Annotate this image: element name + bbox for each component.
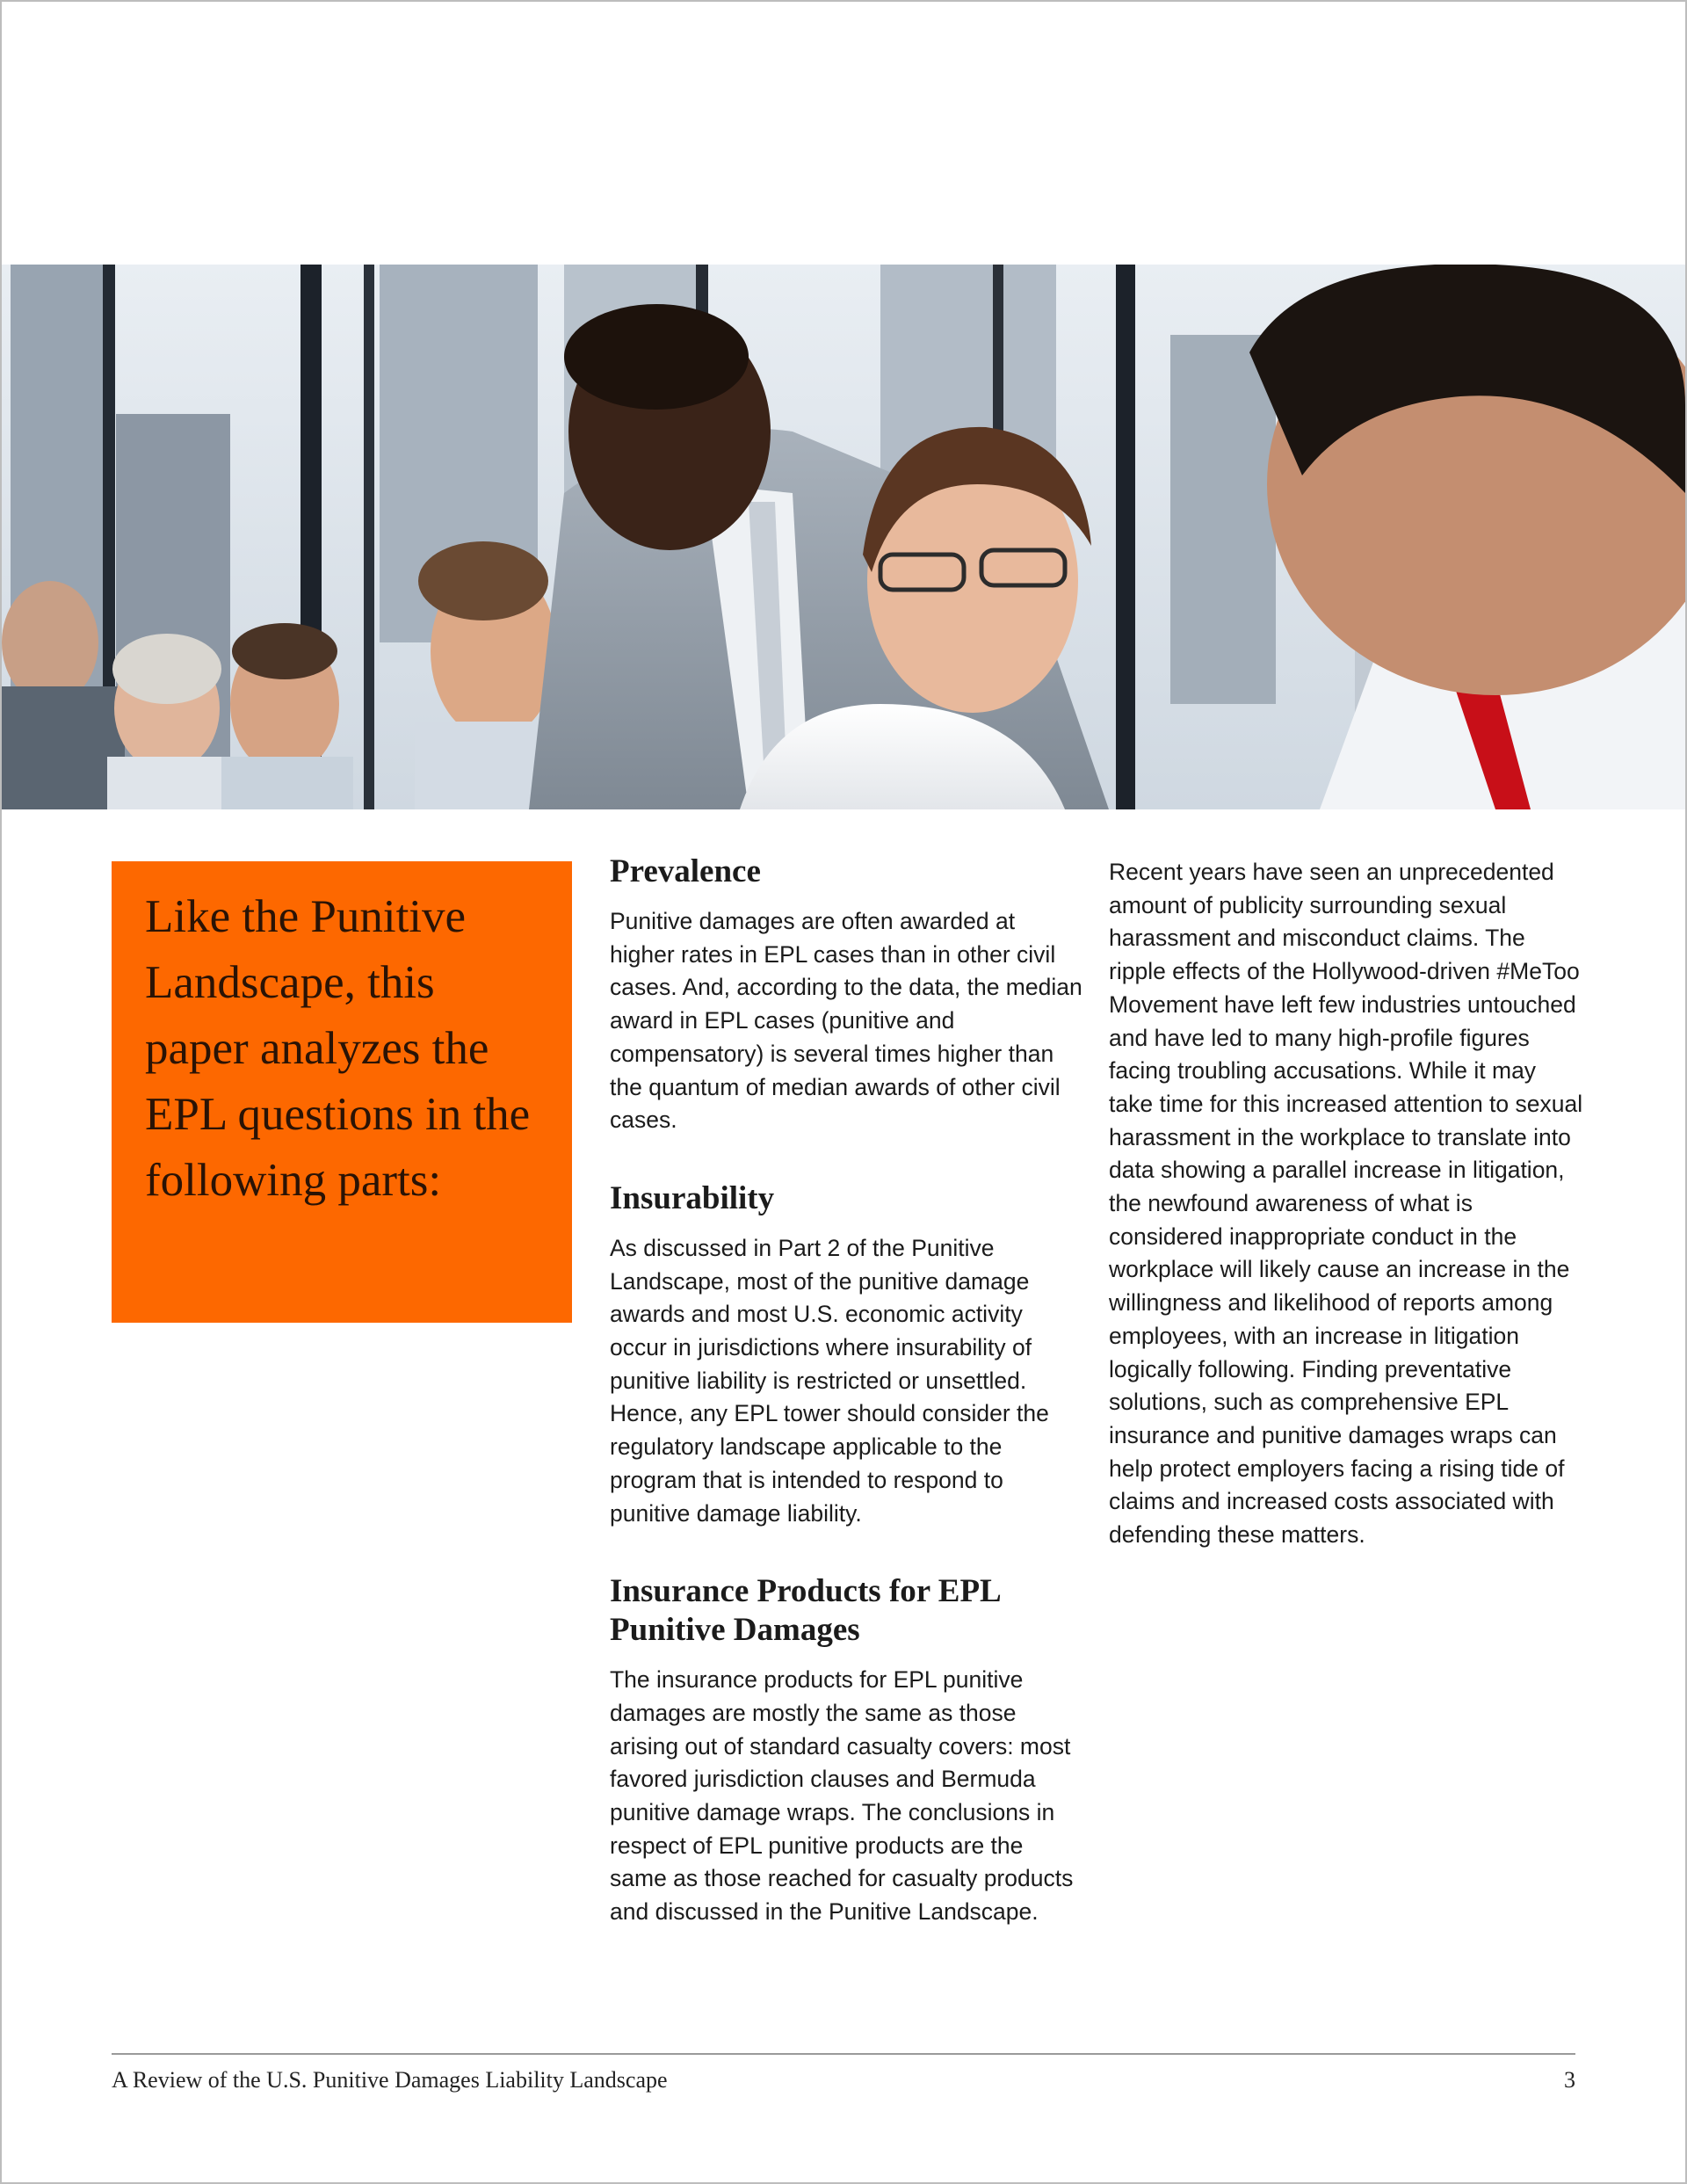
right-column <box>1109 856 1583 1552</box>
section-insurance-products <box>610 1572 1084 1929</box>
callout-box <box>112 861 572 1323</box>
section-body-insurance-products: The insurance products for EPL punitive damages are mostly the same as those arising out of standard casualty covers: most favored jurisdiction clauses and Bermuda punitive damage wraps. The conclusions in respect of EPL punitive products are the same as those reached for casualty products and discussed in the Punitive Landscape. <box>610 1666 1074 1926</box>
business-meeting-image <box>2 265 1685 809</box>
section-insurability <box>610 1179 1084 1530</box>
section-body-insurability: As discussed in Part 2 of the Punitive Landscape, most of the punitive damage awards and most U.S. economic activity occur in jurisdictions where insurability of punitive liability is restricted or unsettled. Hence, any EPL tower should consider the regulatory landscape applicable to the program that is intended to respond to punitive damage liability. <box>610 1234 1049 1527</box>
callout-text: Like the Punitive Landscape, this paper analyzes the EPL questions in the following parts: <box>145 891 531 1206</box>
section-heading-prevalence: Prevalence <box>610 853 761 889</box>
hero-photo <box>2 265 1685 809</box>
footer-title: A Review of the U.S. Punitive Damages Liability Landscape <box>112 2067 668 2093</box>
section-heading-insurance-products: Insurance Products for EPL Punitive Damages <box>610 1573 1000 1649</box>
page-number: 3 <box>1564 2067 1575 2093</box>
footer-divider <box>112 2053 1575 2055</box>
section-body-prevalence: Punitive damages are often awarded at higher rates in EPL cases than in other civil cases. And, according to the data, the median award in EPL cases (punitive and compensatory) is several times higher than the quantum of median awards of other civil cases. <box>610 908 1082 1134</box>
middle-column <box>610 853 1084 1929</box>
right-column-body: Recent years have seen an unprecedented amount of publicity surrounding sexual harassment and misconduct claims. The ripple effects of the Hollywood-driven #MeToo Movement have left few industries untouched and have led to many high-profile figures facing troubling accusations. While it may take time for this increased attention to sexual harassment in the workplace to translate into data showing a parallel increase in litigation, the newfound awareness of what is considered inappropriate conduct in the workplace will likely cause an increase in the willingness and likelihood of reports among employees, with an increase in litigation logically following. Finding preventative solutions, such as comprehensive EPL insurance and punitive damages wraps can help protect employers facing a rising tide of claims and increased costs associated with defending these matters. <box>1109 859 1583 1549</box>
section-prevalence <box>610 853 1084 1137</box>
section-heading-insurability: Insurability <box>610 1179 775 1216</box>
